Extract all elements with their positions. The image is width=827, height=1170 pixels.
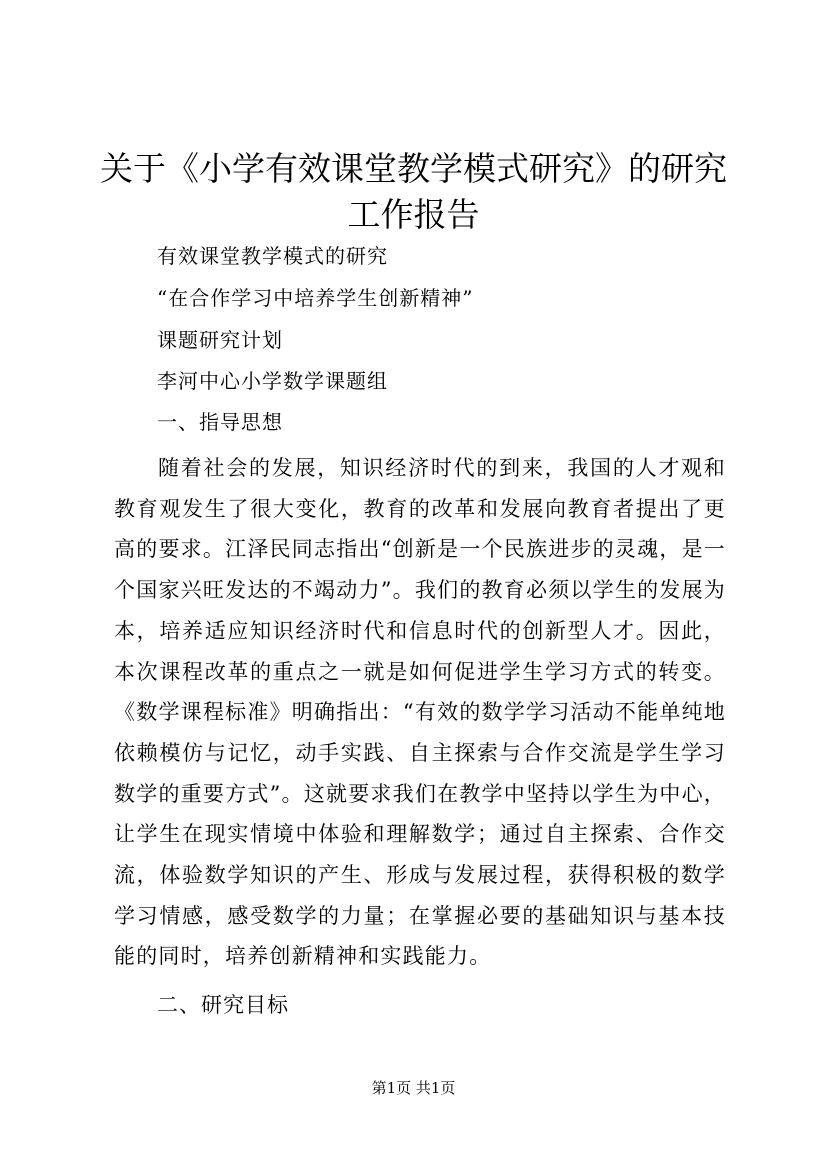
- group-line: 李河中心小学数学课题组: [157, 369, 388, 393]
- page-footer: 第1页 共1页: [371, 1079, 456, 1097]
- document-title: 关于《小学有效课堂教学模式研究》的研究工作报告: [100, 149, 727, 234]
- section-heading-1: 一、指导思想: [157, 410, 283, 434]
- subtitle-line: 有效课堂教学模式的研究: [157, 244, 388, 268]
- plan-line: 课题研究计划: [157, 328, 283, 352]
- theme-line: “在合作学习中培养学生创新精神”: [157, 286, 474, 310]
- body-paragraph: 随着社会的发展，知识经济时代的到来，我国的人才观和教育观发生了很大变化，教育的改革和发展向教育者提出了更高的要求。江泽民同志指出“创新是一个民族进步的灵魂，是一个国家兴旺发达的不竭动力”。我们的教育必须以学生的发展为本，培养适应知识经济时代和信息时代的创新型人才。因此，本次课程改革的重点之一就是如何促进学生学习方式的转变。《数学课程标准》明确指出：“有效的数学学习活动不能单纯地依赖模仿与记忆，动手实践、自主探索与合作交流是学生学习数学的重要方式”。这就要求我们在教学中坚持以学生为中心，让学生在现实情境中体验和理解数学；通过自主探索、合作交流，体验数学知识的产生、形成与发展过程，获得积极的数学学习情感，感受数学的力量；在掌握必要的基础知识与基本技能的同时，培养创新精神和实践能力。: [114, 456, 726, 969]
- section-heading-2: 二、研究目标: [157, 993, 289, 1017]
